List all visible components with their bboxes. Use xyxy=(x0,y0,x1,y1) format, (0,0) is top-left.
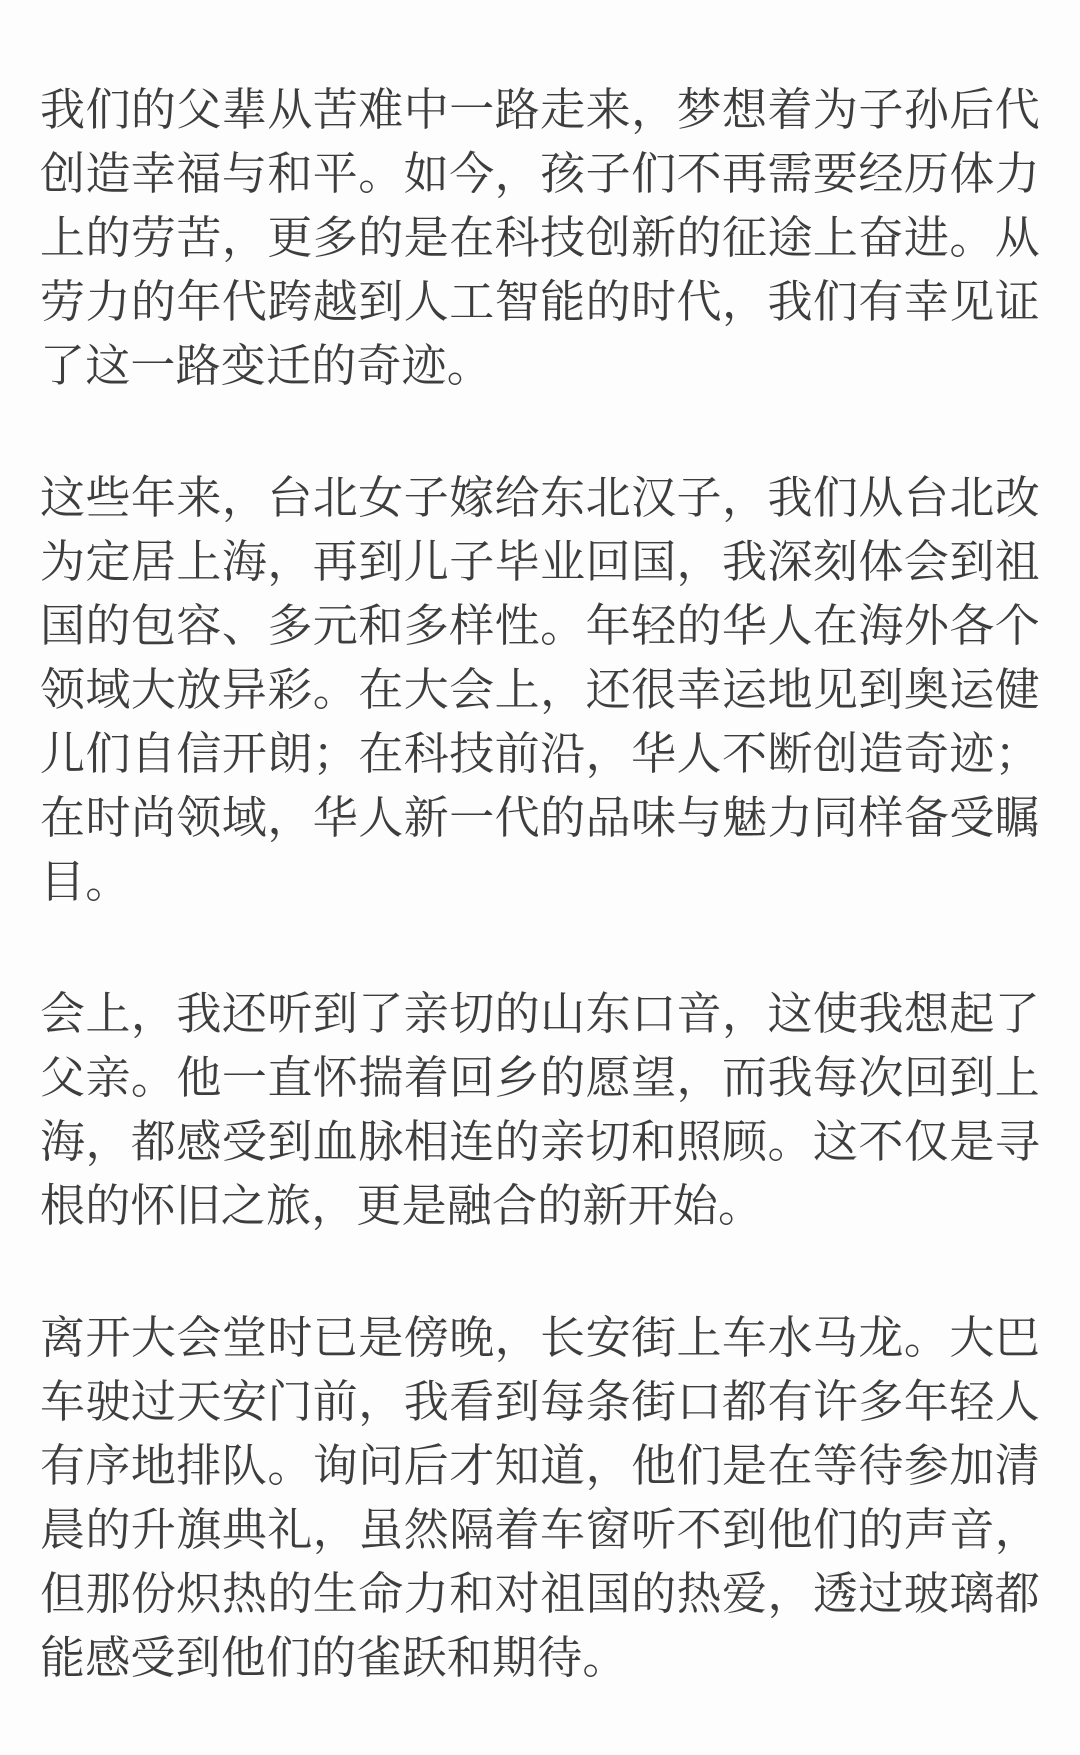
text-line: 儿们自信开朗；在科技前沿，华人不断创造奇迹； xyxy=(40,728,1040,779)
text-line: 国的包容、多元和多样性。年轻的华人在海外各个 xyxy=(40,600,1040,651)
text-line: 创造幸福与和平。如今，孩子们不再需要经历体力 xyxy=(40,148,1040,199)
text-line: 为定居上海，再到儿子毕业回国，我深刻体会到祖 xyxy=(40,536,1040,587)
paragraph xyxy=(40,982,1040,1238)
text-line: 根的怀旧之旅，更是融合的新开始。 xyxy=(40,1180,764,1231)
text-line: 会上，我还听到了亲切的山东口音，这使我想起了 xyxy=(40,988,1040,1039)
text-line: 但那份炽热的生命力和对祖国的热爱，透过玻璃都 xyxy=(40,1568,1040,1619)
paragraph xyxy=(40,1306,1040,1690)
text-line: 了这一路变迁的奇迹。 xyxy=(40,340,493,391)
text-line: 目。 xyxy=(40,856,131,907)
text-line: 这些年来，台北女子嫁给东北汉子，我们从台北改 xyxy=(40,472,1040,523)
text-line: 有序地排队。询问后才知道，他们是在等待参加清 xyxy=(40,1440,1040,1491)
text-line: 领域大放异彩。在大会上，还很幸运地见到奥运健 xyxy=(40,664,1040,715)
text-line: 在时尚领域，华人新一代的品味与魅力同样备受瞩 xyxy=(40,792,1040,843)
text-line: 父亲。他一直怀揣着回乡的愿望，而我每次回到上 xyxy=(40,1052,1040,1103)
text-line: 离开大会堂时已是傍晚，长安街上车水马龙。大巴 xyxy=(40,1312,1040,1363)
paragraph xyxy=(40,78,1040,398)
text-line: 海，都感受到血脉相连的亲切和照顾。这不仅是寻 xyxy=(40,1116,1040,1167)
text-line: 车驶过天安门前，我看到每条街口都有许多年轻人 xyxy=(40,1376,1040,1427)
article-text xyxy=(40,78,1040,1690)
text-line: 晨的升旗典礼，虽然隔着车窗听不到他们的声音， xyxy=(40,1504,1040,1555)
text-line: 我们的父辈从苦难中一路走来，梦想着为子孙后代 xyxy=(40,84,1040,135)
text-line: 能感受到他们的雀跃和期待。 xyxy=(40,1632,628,1683)
text-line: 上的劳苦，更多的是在科技创新的征途上奋进。从 xyxy=(40,212,1040,263)
text-line: 劳力的年代跨越到人工智能的时代，我们有幸见证 xyxy=(40,276,1040,327)
paragraph xyxy=(40,466,1040,914)
